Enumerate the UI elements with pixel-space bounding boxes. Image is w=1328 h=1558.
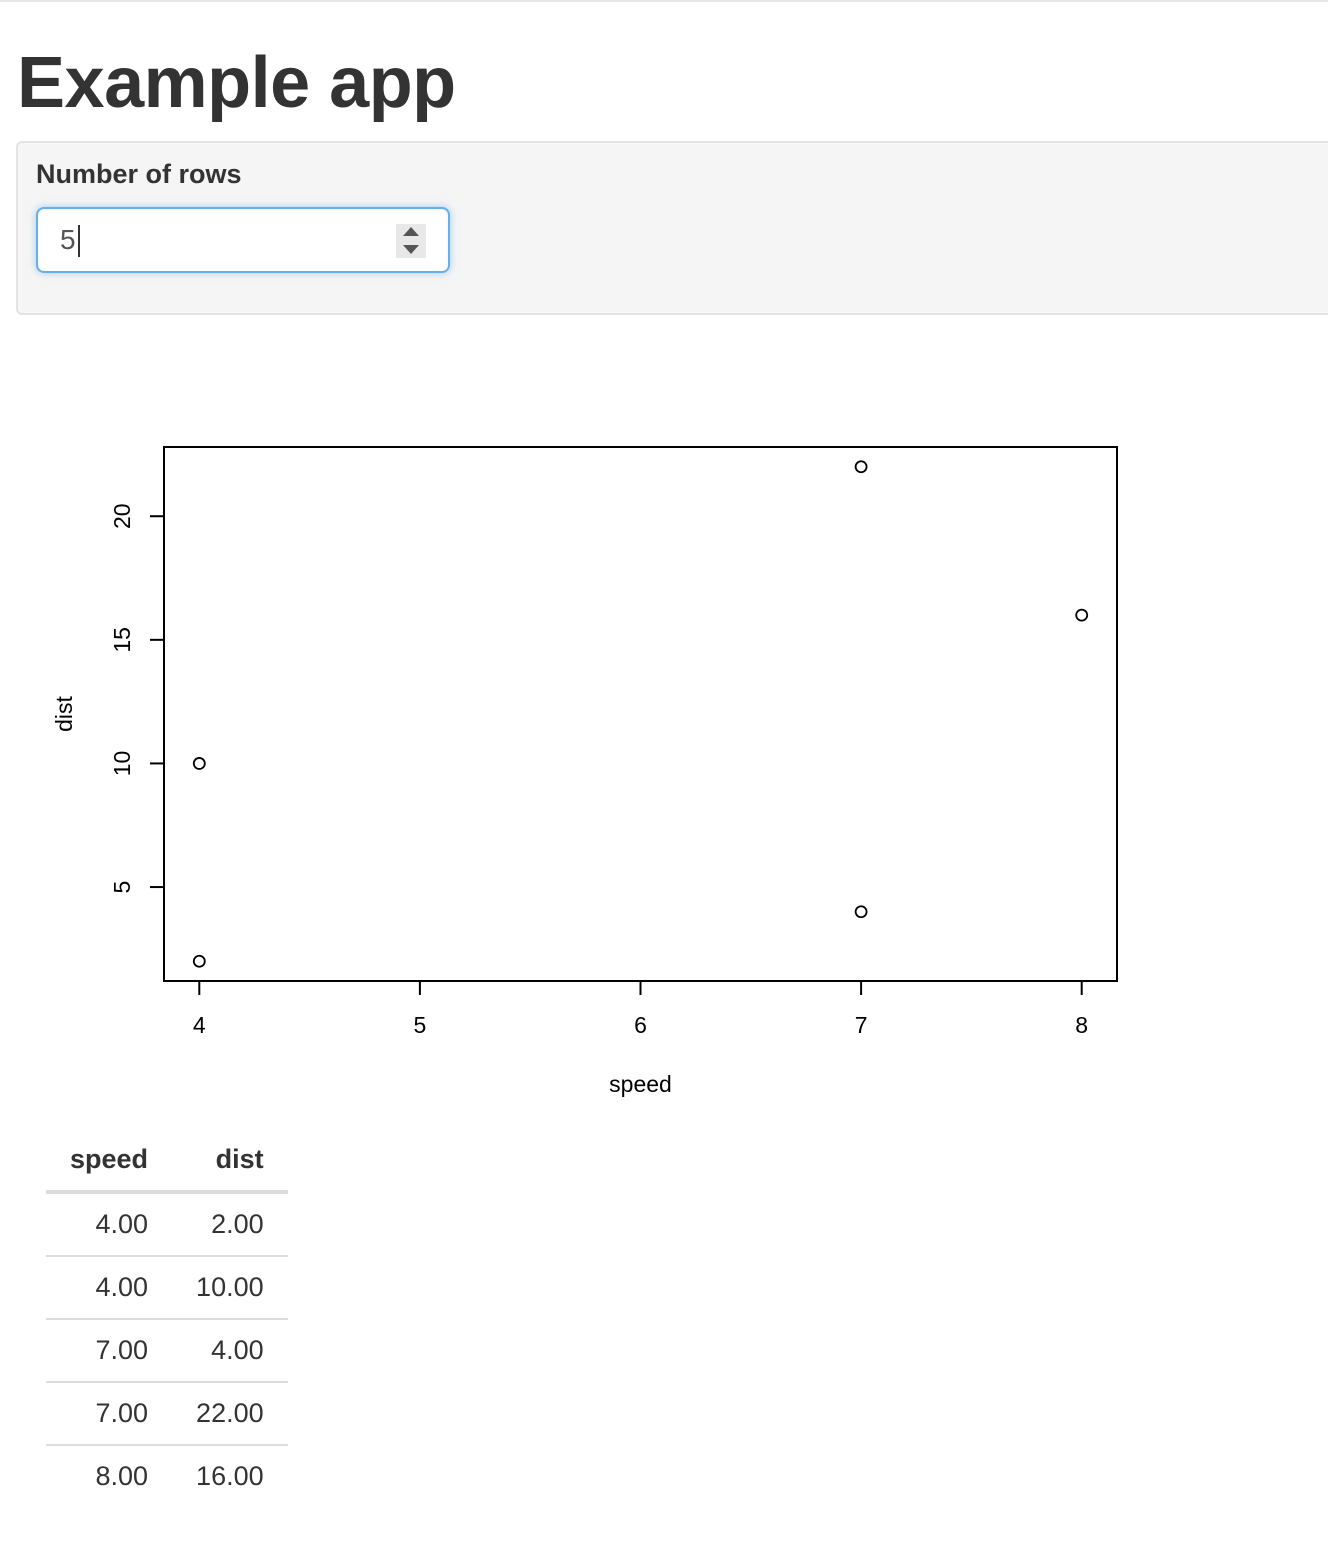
- rows-input-label: Number of rows: [36, 159, 242, 189]
- rows-input-value[interactable]: 5: [60, 224, 76, 255]
- table-row: [46, 1382, 288, 1445]
- table-cell: 4.00: [46, 1192, 172, 1256]
- table-cell: 2.00: [172, 1192, 288, 1256]
- number-spinner[interactable]: [396, 224, 426, 258]
- top-border: [0, 0, 1328, 2]
- table-cell: 16.00: [196, 1461, 264, 1491]
- scatter-plot: [0, 420, 1328, 1110]
- table-cell: 4.00: [172, 1319, 288, 1382]
- table-cell: 10.00: [172, 1256, 288, 1319]
- table-row: [46, 1192, 288, 1256]
- x-tick-label: 4: [192, 1012, 206, 1038]
- y-axis-title: dist: [51, 696, 77, 732]
- data-point: [856, 461, 867, 472]
- table-header-row: [46, 1128, 288, 1192]
- x-tick-label: 5: [413, 1012, 427, 1038]
- spinner-down-icon[interactable]: [403, 245, 419, 254]
- table-header-speed: speed: [46, 1128, 172, 1192]
- y-tick-label: 15: [109, 627, 135, 653]
- x-tick-label: 8: [1075, 1012, 1089, 1038]
- x-axis-title: speed: [609, 1071, 672, 1097]
- table-cell: 7.00: [46, 1319, 172, 1382]
- table-row: [46, 1256, 288, 1319]
- table-cell: 7.00: [46, 1382, 172, 1445]
- y-tick-label: 10: [109, 750, 135, 777]
- data-point: [194, 758, 205, 769]
- input-panel: [16, 141, 1328, 315]
- table-cell: 8.00: [95, 1461, 149, 1491]
- y-tick-label: 5: [109, 880, 135, 894]
- table-row: [46, 1445, 288, 1507]
- rows-number-input[interactable]: [36, 207, 450, 273]
- table-cell: 22.00: [172, 1382, 288, 1445]
- table-cell: 4.00: [46, 1256, 172, 1319]
- data-table: [46, 1128, 288, 1507]
- plot-frame: [164, 447, 1117, 981]
- spinner-up-icon[interactable]: [403, 227, 419, 236]
- text-caret: [78, 225, 80, 257]
- y-tick-label: 20: [109, 503, 135, 530]
- x-tick-label: 6: [634, 1012, 647, 1038]
- data-point: [856, 906, 867, 917]
- x-tick-label: 7: [854, 1012, 868, 1038]
- table-row: [46, 1319, 288, 1382]
- page-title: Example app: [17, 43, 456, 123]
- table-header-dist: dist: [172, 1128, 288, 1192]
- data-point: [1076, 610, 1087, 621]
- scatter-plot-svg: [0, 420, 1328, 1110]
- data-point: [194, 956, 205, 967]
